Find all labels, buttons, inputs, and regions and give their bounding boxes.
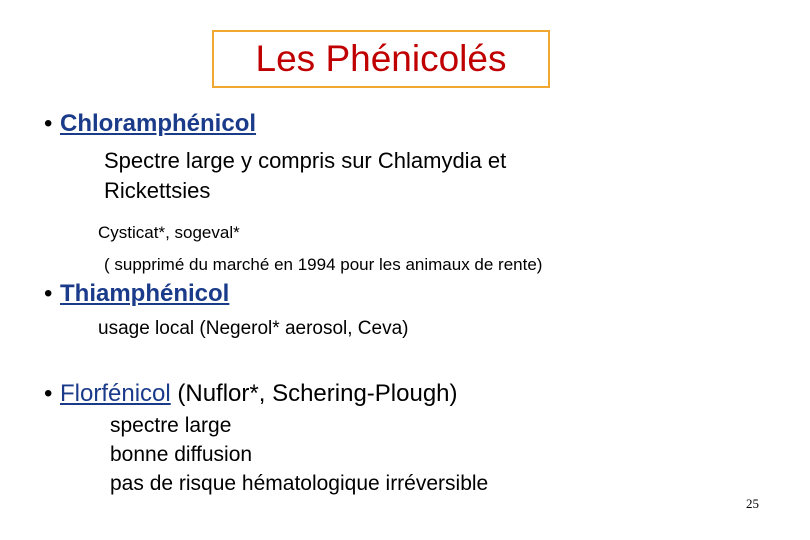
description-line: usage local (Negerol* aerosol, Ceva): [98, 318, 409, 339]
description-line: Spectre large y compris sur Chlamydia et: [104, 148, 507, 173]
description-line: bonne diffusion: [110, 443, 253, 466]
drug-manufacturer: (Nuflor*, Schering-Plough): [170, 380, 458, 407]
drug-name-chloramphenicol[interactable]: Chloramphénicol: [60, 110, 257, 137]
drug-name-florfenicol[interactable]: Florfénicol: [60, 380, 171, 407]
bullet-icon: •: [44, 110, 53, 137]
slide-title: Les Phénicolés: [255, 38, 507, 79]
drug-name-thiamphenicol[interactable]: Thiamphénicol: [60, 280, 230, 307]
note-line: ( supprimé du marché en 1994 pour les animaux de rente): [104, 255, 543, 274]
title-box: [212, 30, 550, 88]
page-number: 25: [746, 496, 759, 511]
bullet-icon: •: [44, 280, 53, 307]
section-chloramphenicol: [44, 110, 256, 138]
bullet-icon: •: [44, 380, 53, 407]
description-line: Rickettsies: [104, 178, 211, 203]
section-florfenicol: [44, 380, 458, 408]
section-thiamphenicol: [44, 280, 229, 308]
note-line: Cysticat*, sogeval*: [98, 223, 240, 242]
description-line: pas de risque hématologique irréversible: [110, 472, 489, 495]
description-line: spectre large: [110, 414, 232, 437]
